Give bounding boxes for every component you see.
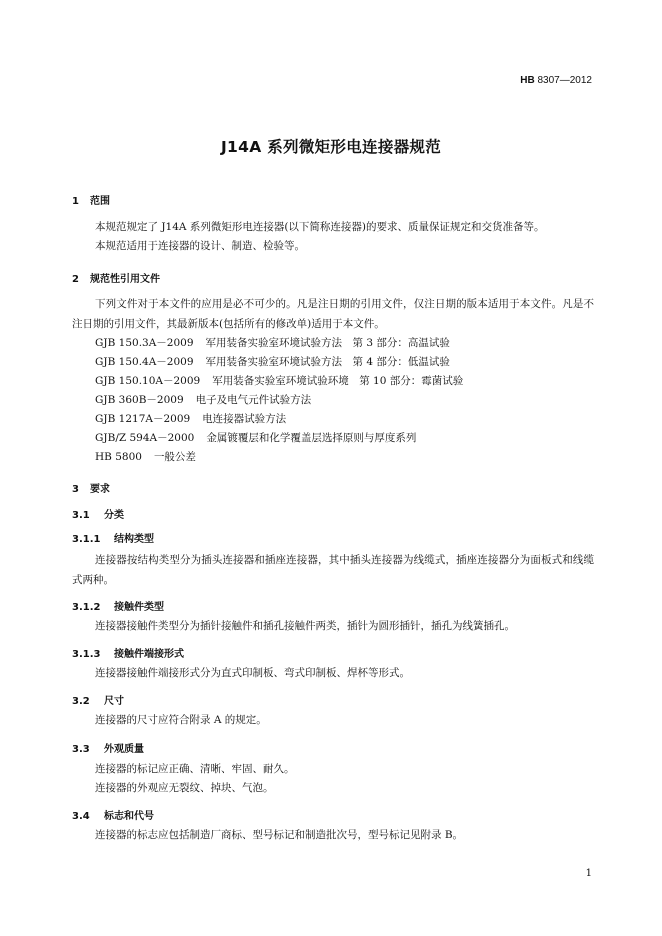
section-3-3-paragraph-2: 连接器的外观应无裂纹、掉块、气泡。 [95, 782, 274, 794]
section-3-1-1-heading: 3.1.1 结构类型 [72, 534, 154, 545]
section-3-1-1-paragraph: 连接器按结构类型分为插头连接器和插座连接器，其中插头连接器为线缆式，插座连接器分为面板式和线缆式两种。 [72, 554, 594, 586]
section-3-3-paragraph-1: 连接器的标记应正确、清晰、牢固、耐久。 [95, 763, 295, 775]
reference-item: GJB 360B－2009 电子及电气元件试验方法 [95, 394, 312, 406]
section-2-paragraph: 下列文件对于本文件的应用是必不可少的。凡是注日期的引用文件，仅注日期的版本适用于本文件。凡是不注日期的引用文件，其最新版本(包括所有的修改单)适用于本文件。 [72, 298, 594, 330]
section-3-2-heading: 3.2 尺寸 [72, 696, 124, 707]
reference-item: GJB 1217A－2009 电连接器试验方法 [95, 413, 287, 425]
section-3-4-heading: 3.4 标志和代号 [72, 811, 154, 822]
reference-item: GJB 150.4A－2009 军用装备实验室环境试验方法 第 4 部分：低温试验 [95, 356, 450, 368]
section-3-2-paragraph: 连接器的尺寸应符合附录 A 的规定。 [95, 714, 267, 726]
section-3-1-heading: 3.1 分类 [72, 510, 124, 521]
section-3-1-3-paragraph: 连接器接触件端接形式分为直式印制板、弯式印制板、焊杯等形式。 [95, 667, 410, 679]
document-title: J14A 系列微矩形电连接器规范 [220, 138, 442, 156]
page-number: 1 [585, 868, 592, 879]
section-1-paragraph-1: 本规范规定了 J14A 系列微矩形电连接器(以下简称连接器)的要求、质量保证规定和交货准备等。 [95, 221, 545, 233]
reference-item: GJB 150.10A－2009 军用装备实验室环境试验环境 第 10 部分：霉菌试验 [95, 375, 464, 387]
standard-code [520, 75, 592, 86]
section-3-1-2-heading: 3.1.2 接触件类型 [72, 602, 164, 613]
reference-item: HB 5800 一般公差 [95, 451, 196, 463]
section-2-heading: 2 规范性引用文件 [72, 274, 160, 285]
standard-number: 8307—2012 [534, 75, 592, 86]
section-3-1-3-heading: 3.1.3 接触件端接形式 [72, 649, 184, 660]
section-1-heading: 1 范围 [72, 196, 110, 207]
section-1-paragraph-2: 本规范适用于连接器的设计、制造、检验等。 [95, 240, 305, 252]
section-3-1-2-paragraph: 连接器接触件类型分为插针接触件和插孔接触件两类，插针为圆形插针，插孔为线簧插孔。 [95, 620, 515, 632]
reference-item: GJB 150.3A－2009 军用装备实验室环境试验方法 第 3 部分：高温试验 [95, 337, 450, 349]
section-3-4-paragraph: 连接器的标志应包括制造厂商标、型号标记和制造批次号，型号标记见附录 B。 [95, 829, 464, 841]
section-3-3-heading: 3.3 外观质量 [72, 744, 144, 755]
section-3-heading: 3 要求 [72, 484, 110, 495]
reference-item: GJB/Z 594A－2000 金属镀覆层和化学覆盖层选择原则与厚度系列 [95, 432, 417, 444]
standard-prefix: HB [520, 75, 535, 86]
